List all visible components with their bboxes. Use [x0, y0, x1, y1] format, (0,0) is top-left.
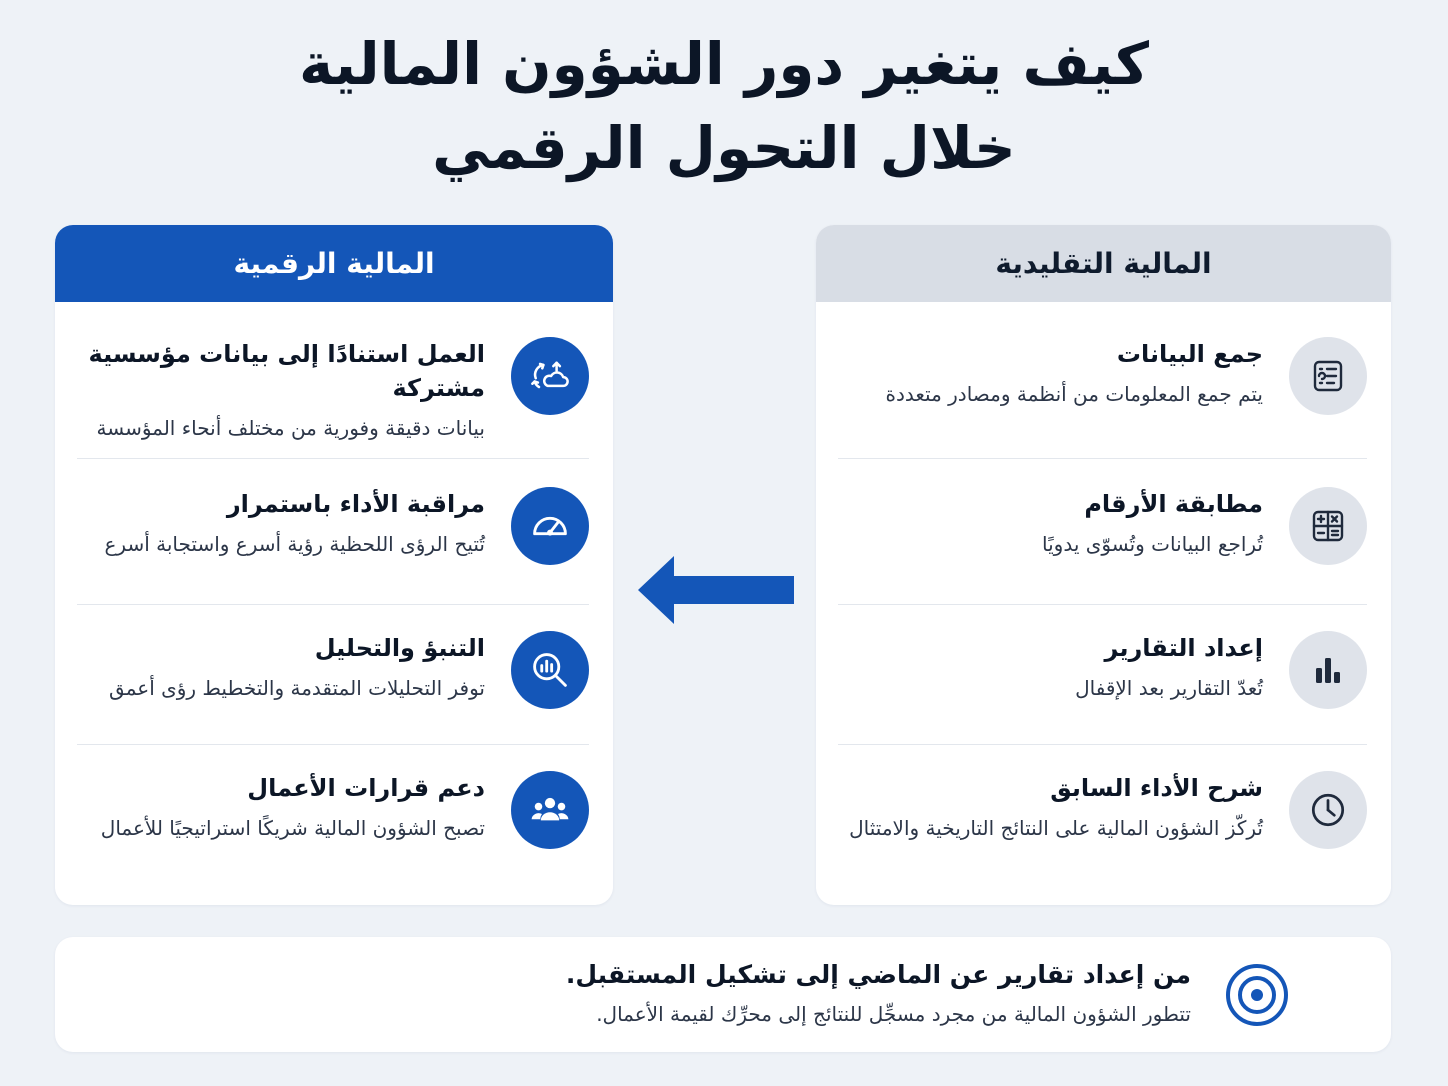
item-heading: جمع البيانات	[1116, 340, 1263, 368]
digital-item-monitoring	[77, 487, 589, 605]
bar-chart-icon	[1289, 631, 1367, 709]
item-heading: التنبؤ والتحليل	[314, 634, 485, 662]
item-heading: العمل استنادًا إلى بيانات مؤسسية مشتركة	[88, 340, 485, 402]
item-heading: إعداد التقارير	[1104, 634, 1263, 662]
item-description: تُتيح الرؤى اللحظية رؤية أسرع واستجابة أسرع	[104, 532, 485, 556]
item-description: تُعدّ التقارير بعد الإقفال	[1075, 676, 1263, 700]
clock-icon	[1289, 771, 1367, 849]
checklist-icon	[1289, 337, 1367, 415]
item-description: يتم جمع المعلومات من أنظمة ومصادر متعددة	[885, 382, 1263, 406]
digital-item-business-decisions	[77, 771, 589, 891]
item-heading: شرح الأداء السابق	[1050, 774, 1263, 802]
digital-item-forecasting	[77, 631, 589, 745]
footer-heading: من إعداد تقارير عن الماضي إلى تشكيل المستقبل.	[565, 960, 1191, 989]
title-line-2: خلال التحول الرقمي	[432, 114, 1016, 182]
traditional-item-past-performance	[838, 771, 1367, 891]
item-description: تُركّز الشؤون المالية على النتائج التاريخية والامتثال	[849, 816, 1263, 840]
item-heading: دعم قرارات الأعمال	[247, 774, 485, 802]
title-line-1: كيف يتغير دور الشؤون المالية	[299, 30, 1149, 98]
summary-footer	[55, 937, 1391, 1052]
cloud-sync-icon	[511, 337, 589, 415]
page-title	[0, 22, 1448, 190]
digital-panel-header: المالية الرقمية	[55, 225, 613, 302]
item-heading: مطابقة الأرقام	[1084, 490, 1263, 518]
digital-finance-panel	[55, 225, 613, 905]
item-description: توفر التحليلات المتقدمة والتخطيط رؤى أعمق	[109, 676, 485, 700]
traditional-item-data-collection	[838, 337, 1367, 459]
traditional-panel-header: المالية التقليدية	[816, 225, 1391, 302]
item-description: تُراجع البيانات وتُسوّى يدويًا	[1042, 532, 1263, 556]
team-icon	[511, 771, 589, 849]
footer-description: تتطور الشؤون المالية من مجرد مسجِّل للنتائج إلى محرِّك لقيمة الأعمال.	[596, 1002, 1191, 1026]
traditional-item-reconciliation	[838, 487, 1367, 605]
digital-item-shared-data	[77, 337, 589, 459]
item-description: بيانات دقيقة وفورية من مختلف أنحاء المؤسسة	[96, 416, 485, 440]
target-icon	[1225, 963, 1289, 1027]
magnifier-chart-icon	[511, 631, 589, 709]
item-heading: مراقبة الأداء باستمرار	[226, 490, 485, 518]
left-arrow-icon	[638, 556, 796, 624]
calculator-icon	[1289, 487, 1367, 565]
item-description: تصبح الشؤون المالية شريكًا استراتيجيًا للأعمال	[100, 816, 485, 840]
gauge-icon	[511, 487, 589, 565]
traditional-finance-panel	[816, 225, 1391, 905]
traditional-item-reporting	[838, 631, 1367, 745]
